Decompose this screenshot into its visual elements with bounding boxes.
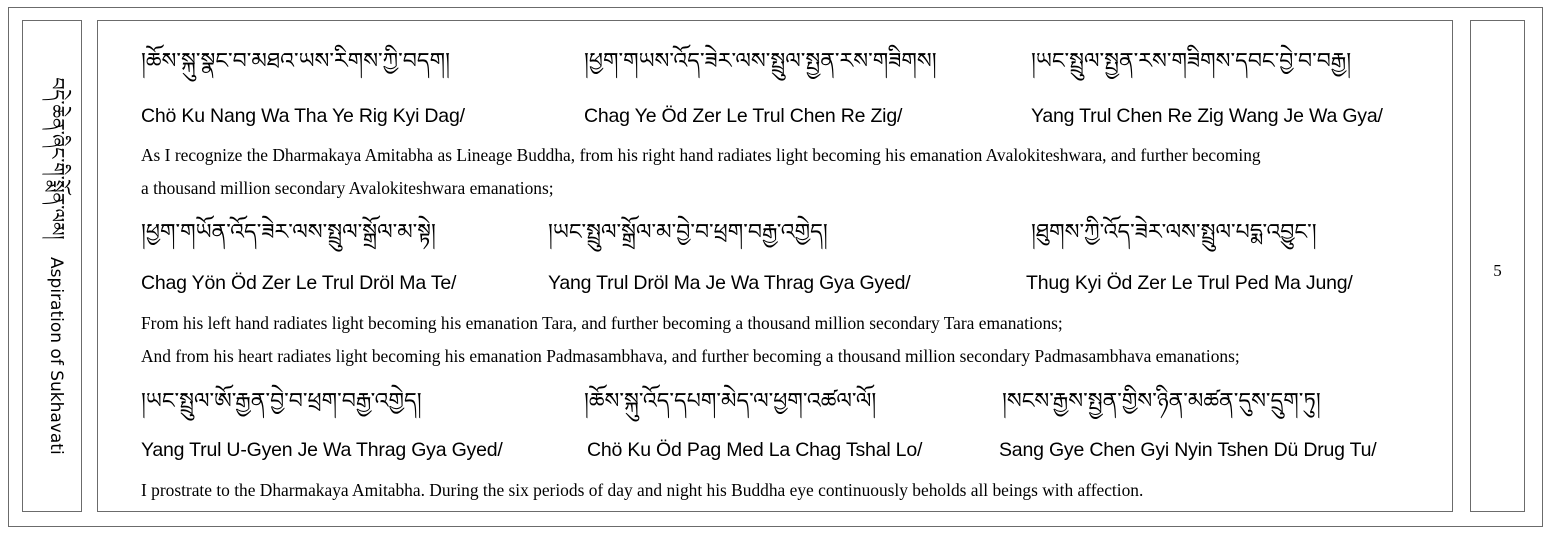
spine-english-title: Aspiration of Sukhavati <box>46 257 66 455</box>
english-translation-line: I prostrate to the Dharmakaya Amitabha. During the six periods of day and night his Buddha eye continuously beholds all beings with affection. <box>141 480 1144 500</box>
transliteration-line: Thug Kyi Öd Zer Le Trul Ped Ma Jung/ <box>1026 272 1353 294</box>
english-translation-line: a thousand million secondary Avalokiteshwara emanations; <box>141 178 554 198</box>
transliteration-line: Yang Trul Chen Re Zig Wang Je Wa Gya/ <box>1031 105 1383 127</box>
transliteration-line: Chag Yön Öd Zer Le Trul Dröl Ma Te/ <box>141 272 457 294</box>
transliteration-line: Sang Gye Chen Gyi Nyin Tshen Dü Drug Tu/ <box>999 439 1377 461</box>
transliteration-line: Yang Trul Dröl Ma Je Wa Thrag Gya Gyed/ <box>548 272 911 294</box>
tibetan-line: །ཕྱག་གཡས་འོད་ཟེར་ལས་སྤྲུལ་སྤྱན་རས་གཟིགས། <box>584 49 937 74</box>
transliteration-line: Chö Ku Nang Wa Tha Ye Rig Kyi Dag/ <box>141 105 465 127</box>
tibetan-line: །ཆོས་སྐུ་འོད་དཔག་མེད་ལ་ཕྱག་འཚལ་ལོ། <box>584 389 877 414</box>
spine-title-box <box>22 20 82 512</box>
english-translation-line: And from his heart radiates light becoming his emanation Padmasambhava, and further becoming a thousand million secondary Padmasambhava emanations; <box>141 346 1240 366</box>
transliteration-line: Chag Ye Öd Zer Le Trul Chen Re Zig/ <box>584 105 903 127</box>
spine-tibetan-title: བདེ་ཆེན་ཞིང་གི་སྨོན་ལམ། <box>46 77 68 240</box>
transliteration-line: Yang Trul U-Gyen Je Wa Thrag Gya Gyed/ <box>141 439 503 461</box>
tibetan-line: །ཐུགས་ཀྱི་འོད་ཟེར་ལས་སྤྲུལ་པདྨ་འབྱུང་། <box>1031 220 1317 245</box>
tibetan-line: །ཡང་སྤྲུལ་སྤྱན་རས་གཟིགས་དབང་བྱེ་བ་བརྒྱ། <box>1031 49 1352 74</box>
tibetan-line: །ཡང་སྤྲུལ་སྒྲོལ་མ་བྱེ་བ་ཕྲག་བརྒྱ་འགྱེད། <box>548 220 828 245</box>
tibetan-line: །ཡང་སྤྲུལ་ཨོ་རྒྱན་བྱེ་བ་ཕྲག་བརྒྱ་འགྱེད། <box>141 389 422 414</box>
tibetan-line: །ཕྱག་གཡོན་འོད་ཟེར་ལས་སྤྲུལ་སྒྲོལ་མ་སྟེ། <box>141 220 436 245</box>
tibetan-line: །ཆོས་སྐུ་སྣང་བ་མཐའ་ཡས་རིགས་ཀྱི་བདག། <box>141 49 450 74</box>
english-translation-line: As I recognize the Dharmakaya Amitabha as Lineage Buddha, from his right hand radiates light becoming his emanation Avalokiteshwara, and further becoming <box>141 145 1261 165</box>
page-number: 5 <box>1493 261 1502 280</box>
transliteration-line: Chö Ku Öd Pag Med La Chag Tshal Lo/ <box>587 439 923 461</box>
page-number-box <box>1470 20 1525 512</box>
tibetan-line: །སངས་རྒྱས་སྤྱན་གྱིས་ཉིན་མཚན་དུས་དྲུག་ཏུ། <box>1002 389 1321 414</box>
english-translation-line: From his left hand radiates light becoming his emanation Tara, and further becoming a thousand million secondary Tara emanations; <box>141 313 1063 333</box>
spine-title <box>25 77 79 454</box>
